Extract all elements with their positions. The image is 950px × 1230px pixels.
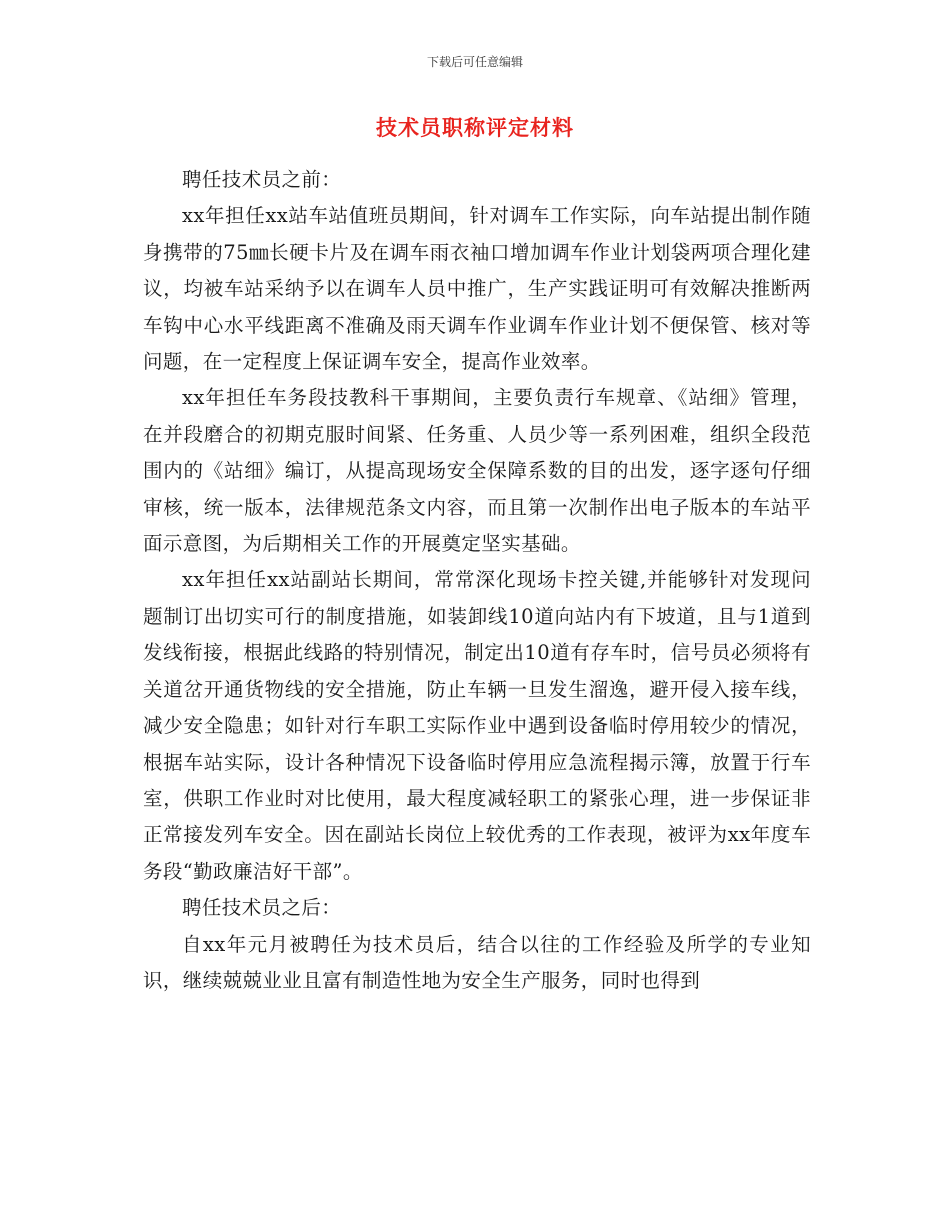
document-title: 技术员职称评定材料 <box>376 115 574 140</box>
paragraph-technician-start: 自xx年元月被聘任为技术员后，结合以往的工作经验及所学的专业知识，继续兢兢业业且富有制造性地为安全生产服务，同时也得到 <box>143 932 811 992</box>
paragraph-station-duty: xx年担任xx站车站值班员期间，针对调车工作实际，向车站提出制作随身携带的75㎜长硬卡片及在调车雨衣袖口增加调车作业计划袋两项合理化建议，均被车站采纳予以在调车人员中推广，生产实践证明可有效解决推断两车钩中心水平线距离不准确及雨天调车作业调车作业计划不便保管、核对等问题，在一定程度上保证调车安全，提高作业效率。 <box>143 204 811 374</box>
paragraph-deputy-master: xx年担任xx站副站长期间，常常深化现场卡控关键,并能够针对发现问题制订出切实可行的制度措施，如装卸线10道向站内有下坡道，且与1道到发线衔接，根据此线路的特别情况，制定出10道有存车时，信号员必须将有关道岔开通货物线的安全措施，防止车辆一旦发生溜逸，避开侵入接车线，减少安全隐患；如针对行车职工实际作业中遇到设备临时停用较少的情况，根据车站实际，设计各种情况下设备临时停用应急流程揭示簿，放置于行车室，供职工作业时对比使用，最大程度减轻职工的紧张心理，进一步保证非正常接发列车安全。因在副站长岗位上较优秀的工作表现，被评为xx年度车务段“勤政廉洁好干部”。 <box>143 568 811 883</box>
paragraph-before-heading: 聘任技术员之前： <box>182 168 342 191</box>
paragraph-education-dept: xx年担任车务段技教科干事期间，主要负责行车规章、《站细》管理，在并段磨合的初期克服时间紧、任务重、人员少等一系列困难，组织全段范围内的《站细》编订，从提高现场安全保障系数的目的出发，逐字逐句仔细审核，统一版本，法律规范条文内容，而且第一次制作出电子版本的车站平面示意图，为后期相关工作的开展奠定坚实基础。 <box>143 386 811 556</box>
document-body <box>143 162 811 999</box>
page-header-note: 下载后可任意编辑 <box>426 55 523 69</box>
paragraph-after-heading: 聘任技术员之后： <box>182 896 342 920</box>
